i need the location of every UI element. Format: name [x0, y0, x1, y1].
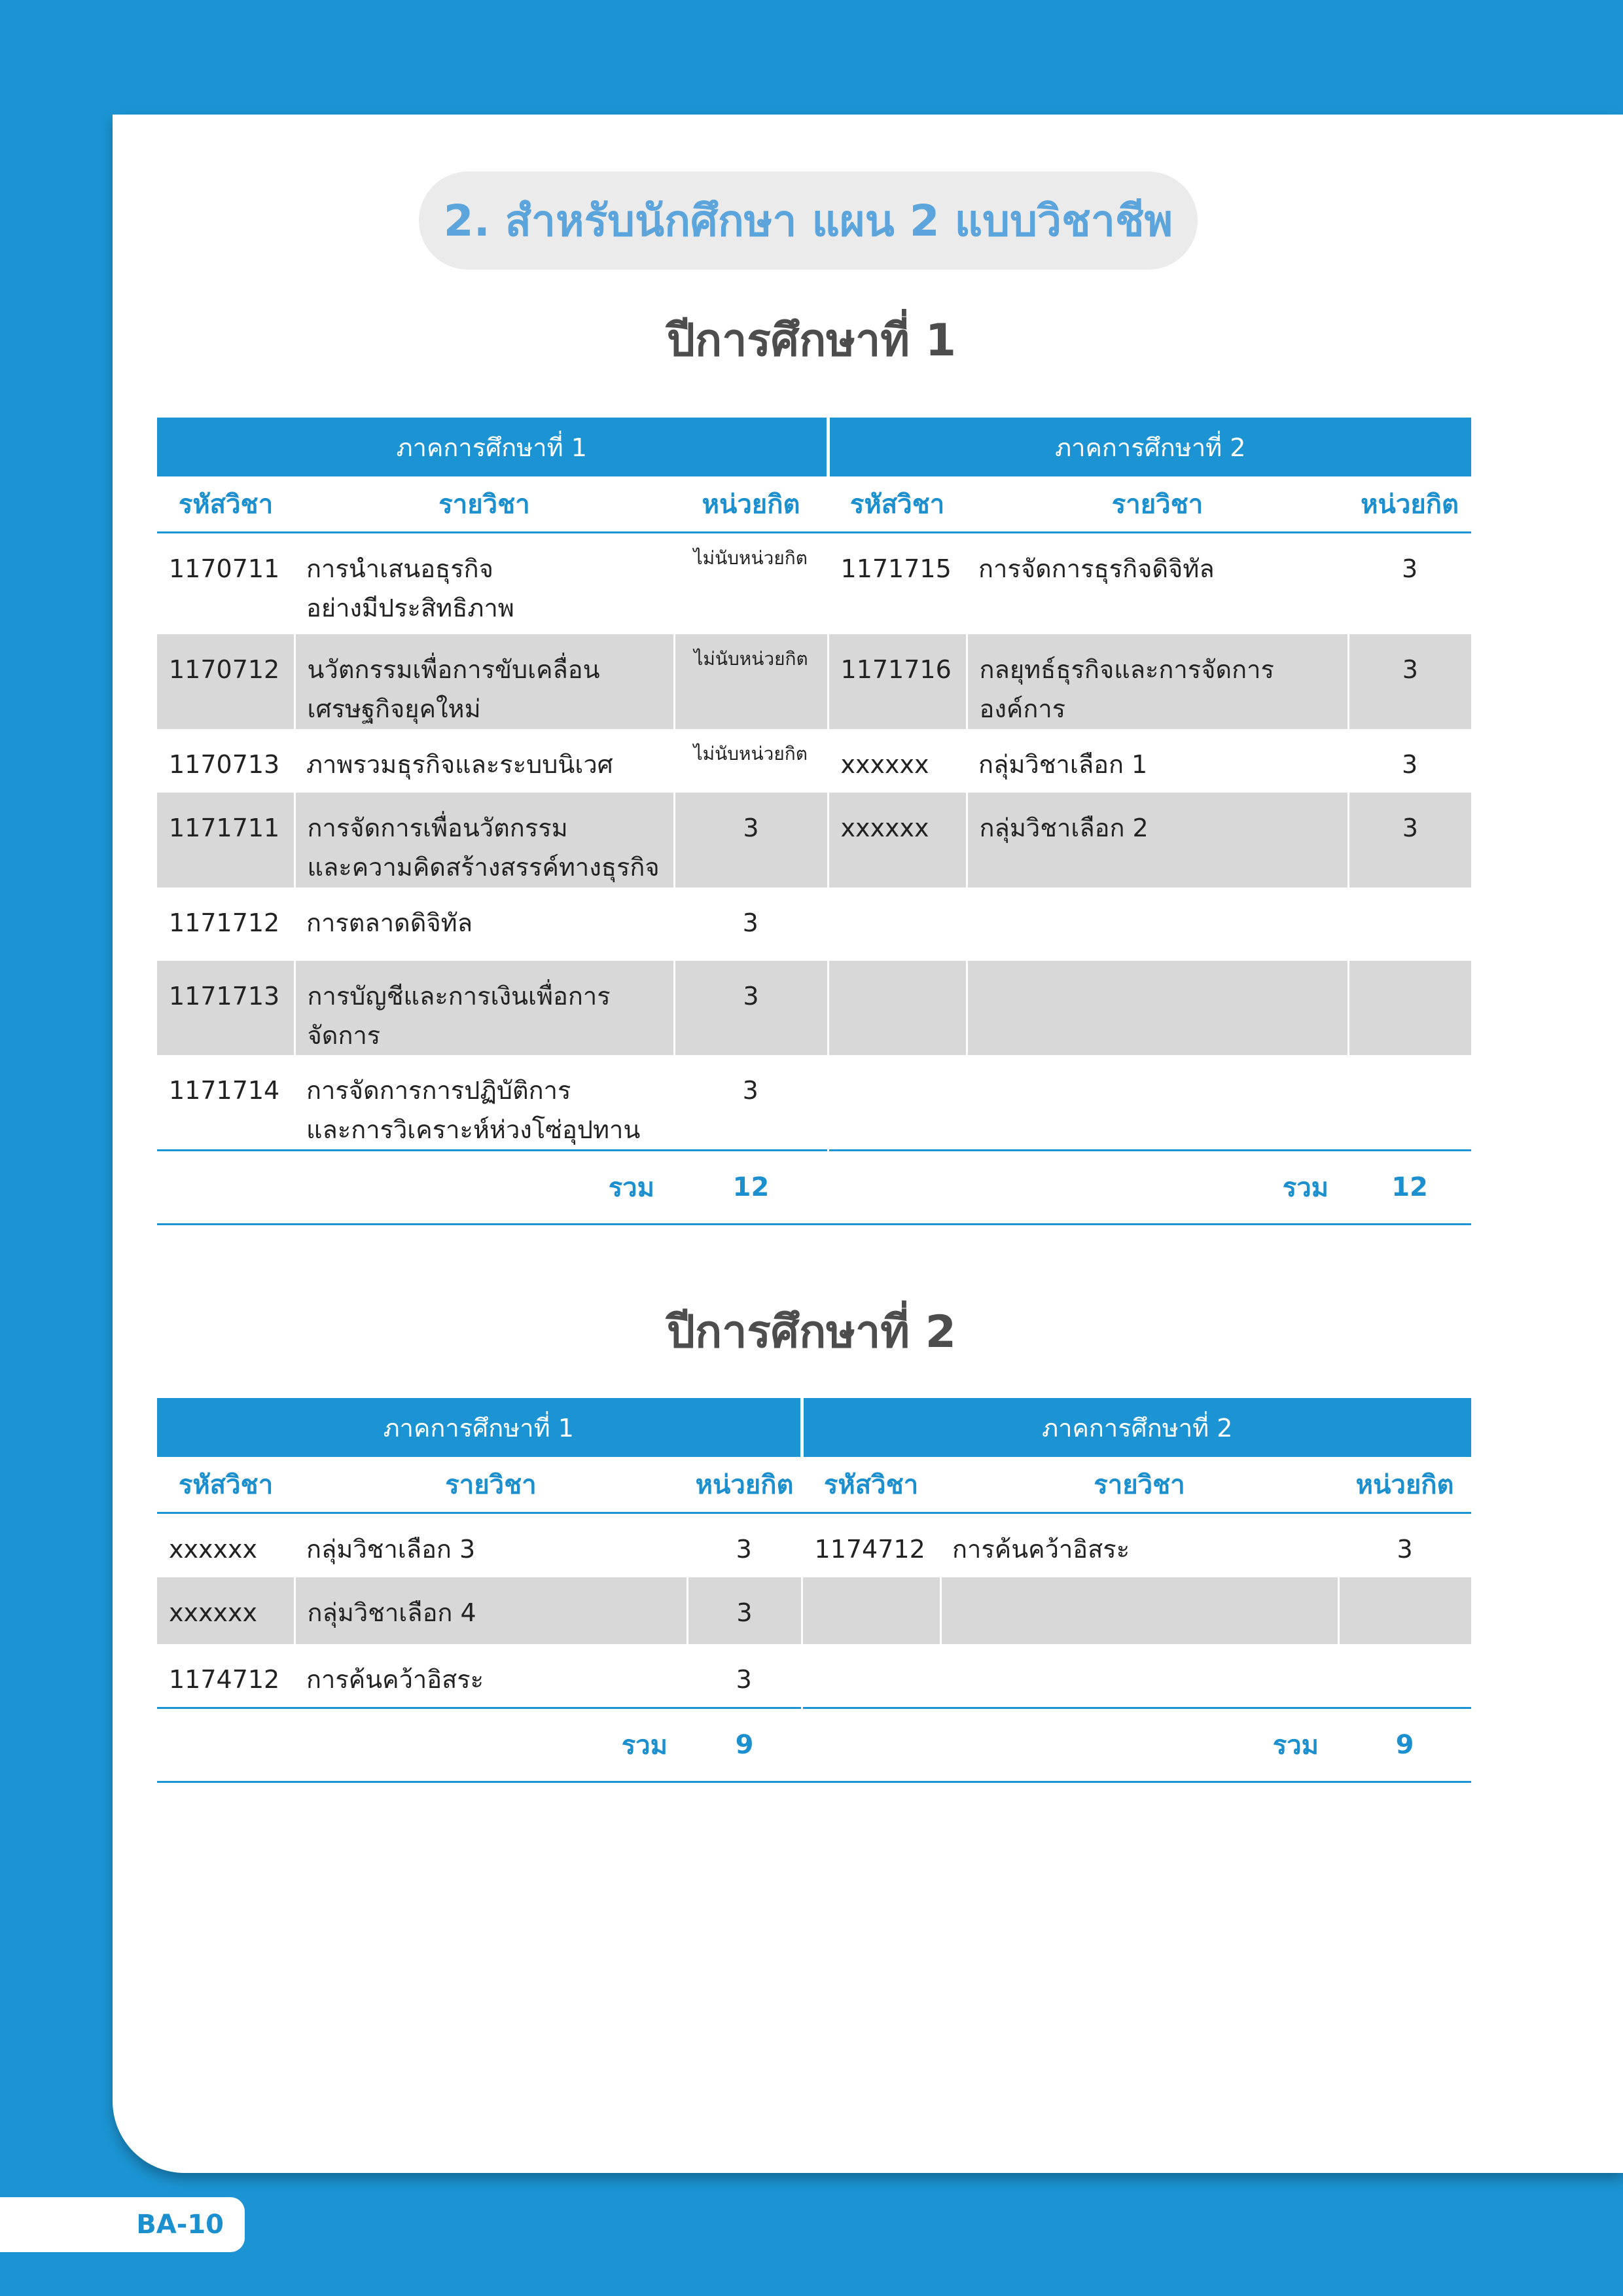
- course-name: นวัตกรรมเพื่อการขับเคลื่อน เศรษฐกิจยุคใหม่: [294, 634, 674, 729]
- course-code: 1171714: [169, 1075, 280, 1105]
- course-credit: [1338, 1577, 1471, 1644]
- column-header-code: รหัสวิชา: [157, 476, 294, 533]
- course-credit: [1348, 888, 1471, 961]
- course-code: 1171713: [157, 961, 294, 1055]
- course-name: การจัดการการปฏิบัติการ และการวิเคราะห์ห่วงโซ่อุปทาน: [306, 1075, 641, 1144]
- course-code: 1170712: [157, 634, 294, 729]
- section-title: 2. สำหรับนักศึกษา แผน 2 แบบวิชาชีพ: [419, 171, 1198, 270]
- course-credit: ไม่นับหน่วยกิต: [674, 533, 828, 634]
- course-credit: 3: [687, 1513, 802, 1577]
- column-header-code: รหัสวิชา: [157, 1457, 294, 1513]
- course-name: [967, 1055, 1348, 1151]
- course-name: การค้นคว้าอิสระ: [306, 1664, 484, 1694]
- table-row: [157, 634, 1471, 729]
- course-name: กลุ่มวิชาเลือก 1: [978, 749, 1148, 779]
- course-credit: ไม่นับหน่วยกิต: [674, 634, 828, 729]
- column-header-credit: หน่วยกิต: [1338, 1457, 1471, 1513]
- course-name: การจัดการเพื่อนวัตกรรม และความคิดสร้างสรรค์ทางธุรกิจ: [294, 793, 674, 888]
- course-code: [802, 1577, 940, 1644]
- course-credit: 3: [687, 1644, 802, 1708]
- course-name: [940, 1577, 1338, 1644]
- course-code: 1171712: [169, 908, 280, 937]
- course-credit: 3: [1348, 793, 1471, 888]
- term-1-header: ภาคการศึกษาที่ 1: [157, 418, 828, 476]
- course-credit: 3: [1397, 1535, 1413, 1564]
- year-1-table: [157, 418, 1471, 1225]
- course-credit: [1338, 1644, 1471, 1708]
- table-row: [157, 888, 1471, 961]
- year-2-table: [157, 1398, 1471, 1783]
- course-name: กลุ่มวิชาเลือก 4: [294, 1577, 687, 1644]
- page-number: BA-10: [0, 2197, 245, 2252]
- course-name: การนำเสนอธุรกิจ อย่างมีประสิทธิภาพ: [306, 554, 514, 622]
- column-header-credit: หน่วยกิต: [1348, 476, 1471, 533]
- course-name: การค้นคว้าอิสระ: [952, 1535, 1130, 1564]
- table-row: [157, 961, 1471, 1055]
- course-name: กลุ่มวิชาเลือก 2: [967, 793, 1348, 888]
- course-credit: 3: [674, 961, 828, 1055]
- course-name: การบัญชีและการเงินเพื่อการจัดการ: [294, 961, 674, 1055]
- column-header-name: รายวิชา: [294, 1457, 687, 1513]
- table-row: [157, 1577, 1471, 1644]
- term-2-header: ภาคการศึกษาที่ 2: [828, 418, 1471, 476]
- course-name: ภาพรวมธุรกิจและระบบนิเวศ: [306, 749, 613, 779]
- course-code: 1174712: [169, 1664, 280, 1694]
- column-header-name: รายวิชา: [940, 1457, 1338, 1513]
- course-name: การจัดการธุรกิจดิจิทัล: [978, 554, 1215, 583]
- course-credit: 3: [674, 1055, 828, 1151]
- course-code: 1170711: [169, 554, 280, 583]
- course-credit: [1348, 1055, 1471, 1151]
- column-header-code: รหัสวิชา: [802, 1457, 940, 1513]
- column-header-credit: หน่วยกิต: [674, 476, 828, 533]
- total-value: 12: [1348, 1150, 1471, 1224]
- course-code: xxxxxx: [169, 1535, 257, 1564]
- total-label: รวม: [802, 1708, 1338, 1782]
- course-code: [828, 888, 967, 961]
- course-credit: 3: [674, 793, 828, 888]
- table-row: [157, 1644, 1471, 1708]
- course-code: 1174712: [814, 1535, 925, 1564]
- table-row: [157, 533, 1471, 634]
- course-code: 1171715: [840, 554, 952, 583]
- total-value: 9: [1338, 1708, 1471, 1782]
- course-credit: 3: [674, 888, 828, 961]
- course-name: การตลาดดิจิทัล: [306, 908, 473, 937]
- course-code: 1171711: [157, 793, 294, 888]
- column-header-code: รหัสวิชา: [828, 476, 967, 533]
- total-value: 12: [674, 1150, 828, 1224]
- table-row: [157, 793, 1471, 888]
- term-2-header: ภาคการศึกษาที่ 2: [802, 1398, 1471, 1457]
- column-header-name: รายวิชา: [294, 476, 674, 533]
- table-row: [157, 1513, 1471, 1577]
- course-code: 1170713: [169, 749, 280, 779]
- table-row: [157, 1055, 1471, 1151]
- course-code: 1171716: [828, 634, 967, 729]
- course-name: [940, 1644, 1338, 1708]
- course-credit: 3: [1348, 634, 1471, 729]
- course-name: กลยุทธ์ธุรกิจและการจัดการองค์การ: [967, 634, 1348, 729]
- course-credit: ไม่นับหน่วยกิต: [674, 729, 828, 793]
- course-name: กลุ่มวิชาเลือก 3: [306, 1535, 476, 1564]
- course-name: [967, 961, 1348, 1055]
- year-1-title: ปีการศึกษาที่ 1: [666, 315, 957, 367]
- course-code: xxxxxx: [828, 793, 967, 888]
- course-credit: [1348, 961, 1471, 1055]
- total-label: รวม: [828, 1150, 1348, 1224]
- course-code: xxxxxx: [840, 749, 929, 779]
- term-1-header: ภาคการศึกษาที่ 1: [157, 1398, 802, 1457]
- course-code: xxxxxx: [157, 1577, 294, 1644]
- course-code: [828, 1055, 967, 1151]
- year-2-title: ปีการศึกษาที่ 2: [666, 1306, 957, 1358]
- course-code: [828, 961, 967, 1055]
- column-header-name: รายวิชา: [967, 476, 1348, 533]
- course-credit: 3: [1401, 749, 1418, 779]
- column-header-credit: หน่วยกิต: [687, 1457, 802, 1513]
- course-credit: 3: [687, 1577, 802, 1644]
- total-label: รวม: [157, 1150, 674, 1224]
- total-label: รวม: [157, 1708, 687, 1782]
- course-credit: 3: [1401, 554, 1418, 583]
- table-row: [157, 729, 1471, 793]
- course-name: [967, 888, 1348, 961]
- total-value: 9: [687, 1708, 802, 1782]
- course-code: [802, 1644, 940, 1708]
